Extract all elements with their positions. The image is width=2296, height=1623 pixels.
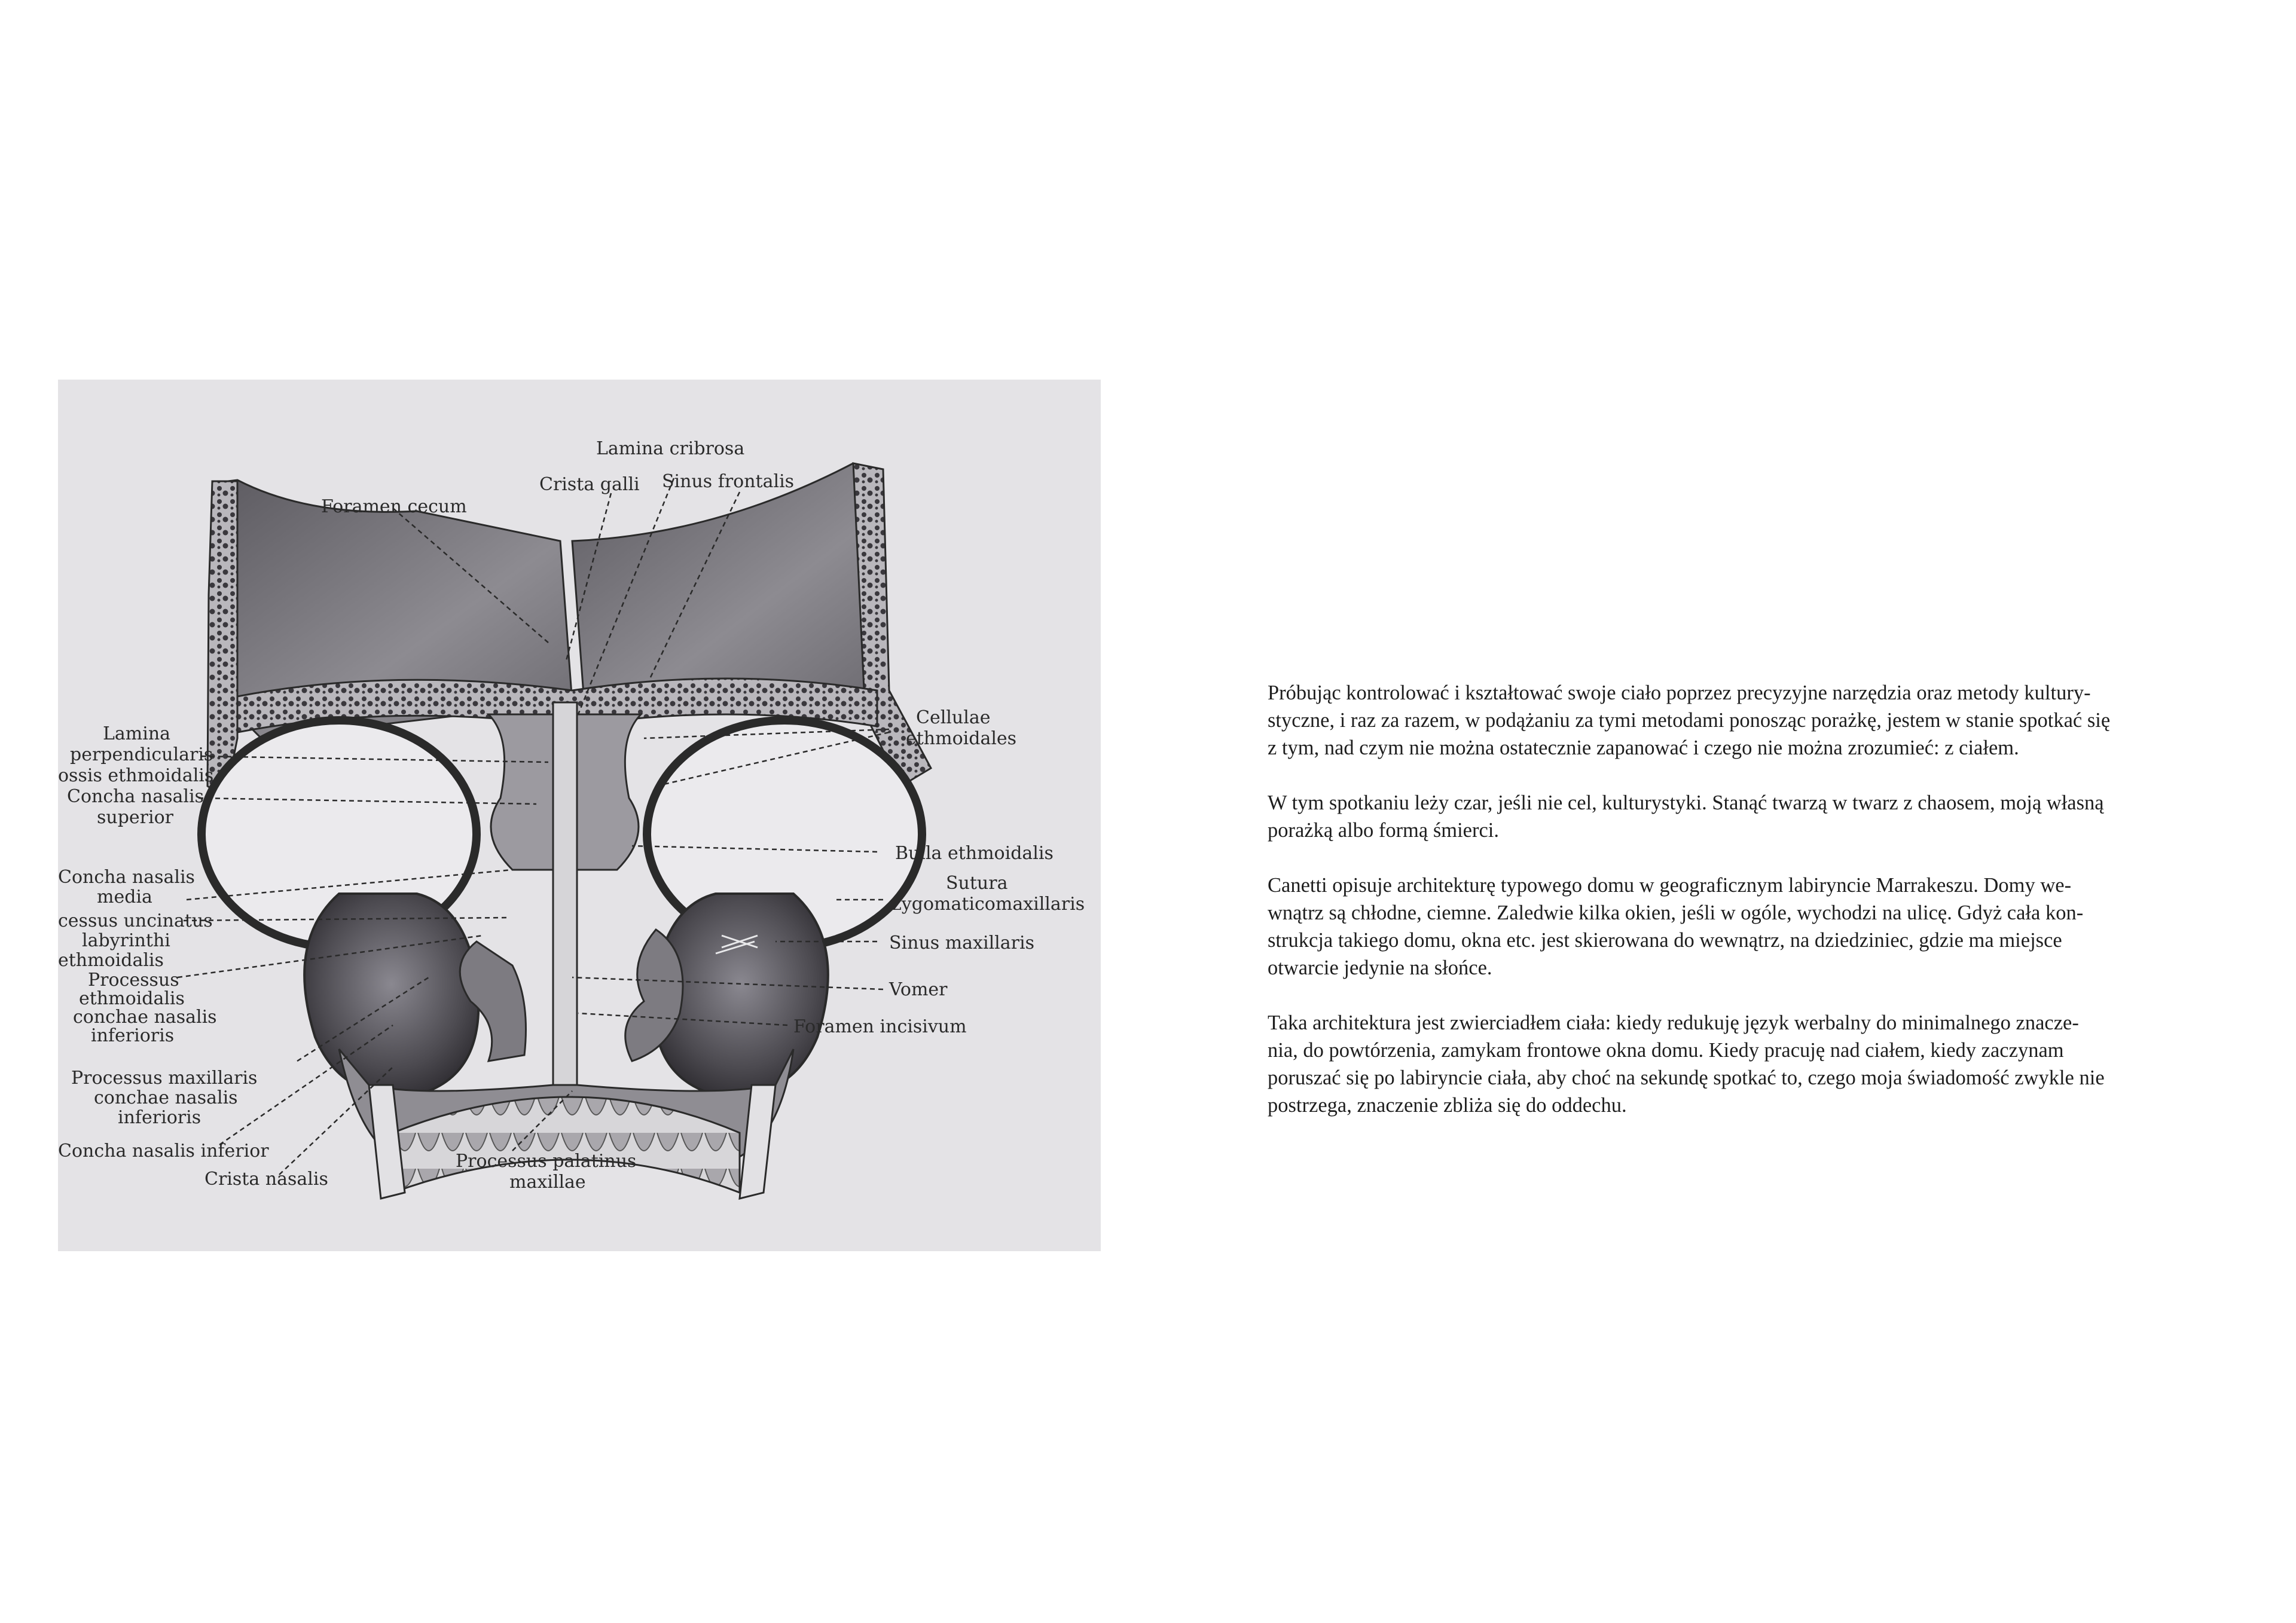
label-proc-max-3: inferioris [118,1107,201,1128]
paragraph-2 [1268,789,2188,844]
label-sutura-1: Sutura [946,873,1008,894]
text-line: nia, do powtórzenia, zamykam frontowe okna domu. Kiedy pracuję nad ciałem, kiedy zaczynam [1268,1039,2064,1062]
label-concha-media-2: media [97,887,152,907]
text-line: Canetti opisuje architekturę typowego domu w geograficznym labiryncie Marrakeszu. Domy we- [1268,874,2072,897]
text-line: poruszać się po labiryncie ciała, aby choć na sekundę spotkać to, czego moja świadomość zwykle nie [1268,1066,2105,1089]
label-sinus-max: Sinus maxillaris [889,933,1034,953]
label-bulla: Bulla ethmoidalis [895,843,1054,864]
label-proc-eth-4: inferioris [91,1025,175,1046]
label-lamina-perp-3: ossis ethmoidalis [58,765,214,786]
label-proc-eth-2: ethmoidalis [79,988,185,1009]
label-proc-max-2: conchae nasalis [94,1087,238,1108]
label-cellulae-2: ethmoidales [906,728,1017,749]
text-line: z tym, nad czym nie można ostatecznie zapanować i czego nie można zrozumieć: z ciałem. [1268,736,2019,759]
text-line: strukcja takiego domu, okna etc. jest skierowana do wewnątrz, na dziedziniec, gdzie ma miejsce [1268,929,2062,952]
label-uncinatus-1: cessus uncinatus [58,910,213,931]
text-line: wnątrz są chłodne, ciemne. Zaledwie kilka okien, jeśli w ogóle, wychodzi na ulicę. Gdyż cała kon- [1268,901,2084,924]
label-concha-sup-2: superior [97,807,174,828]
label-proc-eth-1: Processus [88,970,179,991]
label-crista-nasalis: Crista nasalis [204,1169,328,1190]
text-line: postrzega, znaczenie zbliża się do oddechu. [1268,1094,1627,1117]
label-proc-eth-3: conchae nasalis [73,1007,217,1028]
skull-section-illustration [58,380,1101,1251]
skull-shape [201,463,931,1199]
label-uncinatus-2: labyrinthi [82,930,170,951]
text-line: porażką albo formą śmierci. [1268,819,1499,842]
anatomy-figure [58,380,1101,1251]
label-proc-pal-1: Processus palatinus [456,1151,637,1172]
label-concha-media-1: Concha nasalis [58,867,195,888]
label-foramen-inc: Foramen incisivum [793,1016,967,1037]
paragraph-4 [1268,1009,2188,1119]
paragraph-3 [1268,872,2188,982]
label-concha-inf: Concha nasalis inferior [58,1141,269,1162]
paragraph-1 [1268,679,2188,762]
text-line: otwarcie jedynie na słońce. [1268,956,1492,979]
label-concha-sup-1: Concha nasalis [67,786,204,807]
label-sutura-2: zygomaticomaxillaris [892,894,1085,915]
label-crista-galli: Crista galli [539,474,640,495]
label-uncinatus-3: ethmoidalis [58,950,164,971]
label-cellulae-1: Cellulae [916,707,991,728]
text-line: W tym spotkaniu leży czar, jeśli nie cel, kulturystyki. Stanąć twarzą w twarz z chaosem, moją własną [1268,791,2104,814]
label-lamina-perp-2: perpendicularis [70,744,213,765]
label-proc-pal-2: maxillae [509,1172,586,1193]
label-sinus-frontalis: Sinus frontalis [662,471,795,492]
text-line: Taka architektura jest zwierciadłem ciała: kiedy redukuję język werbalny do minimalnego znacze- [1268,1011,2079,1034]
label-lamina-perp-1: Lamina [103,723,171,744]
label-proc-max-1: Processus maxillaris [71,1068,258,1089]
essay-text [1268,679,2188,1147]
text-line: Próbując kontrolować i kształtować swoje ciało poprzez precyzyjne narzędzia oraz metody kultury- [1268,681,2091,704]
label-foramen-cecum: Foramen cecum [321,496,467,517]
text-line: styczne, i raz za razem, w podążaniu za tymi metodami ponosząc porażkę, jestem w stanie spotkać się [1268,709,2111,732]
label-lamina-cribrosa: Lamina cribrosa [596,438,745,459]
label-vomer: Vomer [889,979,948,1000]
